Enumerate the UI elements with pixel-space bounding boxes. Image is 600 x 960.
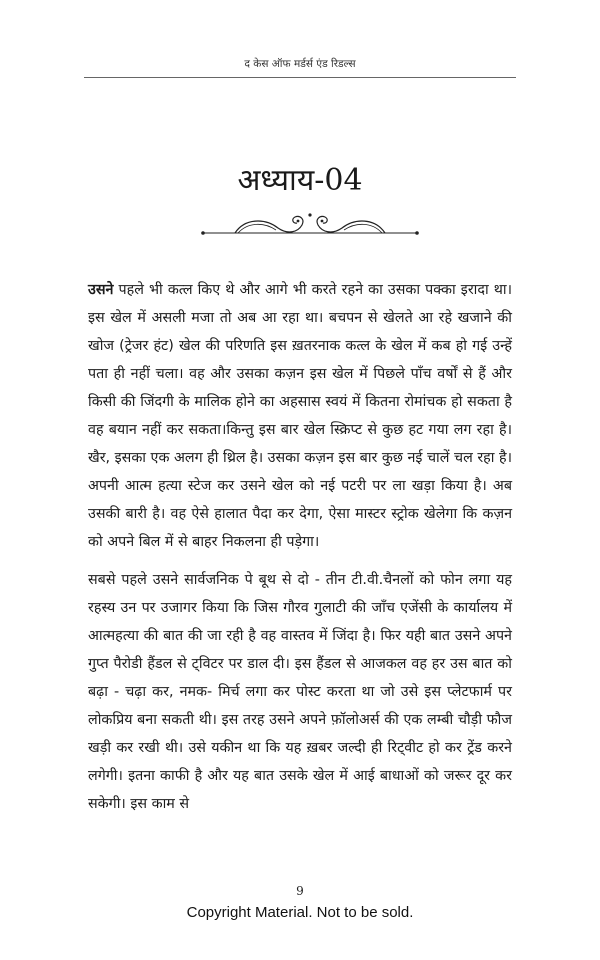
paragraph-text: सबसे पहले उसने सार्वजनिक पे बूथ से दो - तीन टी.वी.चैनलों को फोन लगा यह रहस्य उन पर उजागर किया कि जिस गौरव गुलाटी की जाँच एजेंसी के कार्यालय में आत्महत्या की बात की जा रही है वह वास्तव में जिंदा है। फिर यही बात उसने अपने गुप्त पैरोडी हैंडल से ट्विटर पर डाल दी। इस हैंडल से आजकल वह हर उस बात को बढ़ा - चढ़ा कर, नमक- मिर्च लगा कर पोस्ट करता था जो उसे इस प्लेटफार्म पर लोकप्रिय बना सकती थी। इस तरह उसने अपने फ़ॉलोअर्स की एक लम्बी चौड़ी फौज खड़ी कर रखी थी। उसे यकीन था कि यह ख़बर जल्दी ही रिट्वीट हो कर ट्रेंड करने लगेगी। इतना काफी है और यह बात उसके खेल में आई बाधाओं को जरूर दूर कर सकेगी। इस काम से xyxy=(88,572,512,812)
page-number: 9 xyxy=(296,884,304,898)
flourish-divider-icon xyxy=(200,210,420,240)
ornament-dot-right xyxy=(415,231,419,235)
ornament-swirl-left-inner xyxy=(238,224,276,233)
ornament-dot-left xyxy=(201,231,205,235)
ornament-dot-inner-left xyxy=(297,220,300,223)
chapter-body xyxy=(88,276,512,828)
copyright-notice: Copyright Material. Not to be sold. xyxy=(186,904,414,921)
ornament-dot-inner-right xyxy=(321,220,324,223)
paragraph-2 xyxy=(88,566,512,818)
running-header: द केस ऑफ मर्डर्स एंड रिडल्स xyxy=(244,58,356,70)
ornament-swirl-right xyxy=(317,216,385,233)
chapter-title: अध्याय-04 xyxy=(237,163,363,198)
paragraph-lead-word: उसने xyxy=(88,282,114,298)
header-divider xyxy=(84,77,516,78)
paragraph-1 xyxy=(88,276,512,556)
paragraph-text: पहले भी कत्ल किए थे और आगे भी करते रहने का उसका पक्का इरादा था। इस खेल में असली मजा तो अब आ रहा था। बचपन से खेलते आ रहे खजाने की खोज (ट्रेजर हंट) खेल की परिणति इस ख़तरनाक कत्ल के खेल में कब हो गई उन्हें पता ही नहीं चला। वह और उसका कज़न इस खेल में पिछले पाँच वर्षों से हैं और किसी की जिंदगी के मालिक होने का अहसास स्वयं में कितना रोमांचक हो सकता है वह बयान नहीं कर सकता।किन्तु इस बार खेल स्क्रिप्ट से कुछ हट गया लग रहा है। खैर, इसका एक अलग ही थ्रिल है। उसका कज़न इस बार कुछ नई चालें चल रहा है। अपनी आत्म हत्या स्टेज कर उसने खेल को नई पटरी पर ला खड़ा किया है। अब उसकी बारी है। वह ऐसे हालात पैदा कर देगा, ऐसा मास्टर स्ट्रोक खेलेगा कि कज़न को अपने बिल में से बाहर निकलना ही पड़ेगा। xyxy=(88,282,513,550)
ornament-swirl-right-inner xyxy=(344,224,382,233)
ornament-swirl-left xyxy=(235,216,303,233)
ornament-dot-center xyxy=(308,213,311,216)
